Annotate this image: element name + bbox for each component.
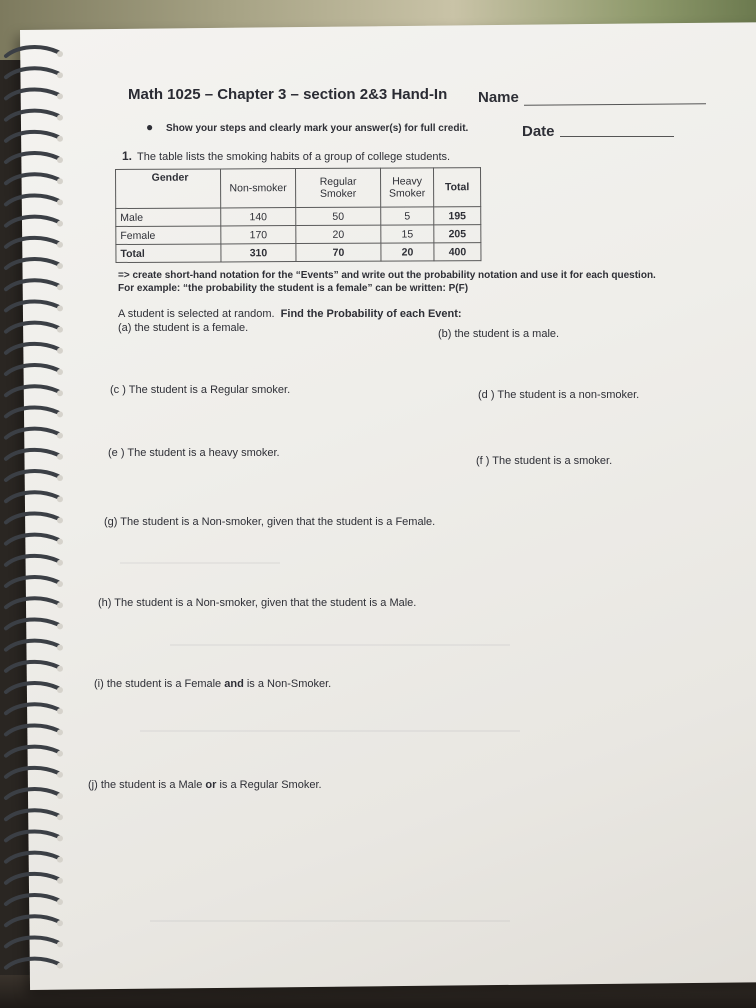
spiral-coil (6, 577, 58, 586)
name-label: Name (478, 89, 519, 106)
table-row (116, 243, 481, 263)
spiral-coil (6, 111, 58, 120)
spiral-hole (57, 263, 63, 269)
spiral-coil (6, 831, 58, 840)
instruction-text: Show your steps and clearly mark your answer(s) for full credit. (166, 123, 469, 134)
spiral-coil (6, 407, 58, 416)
random-selection-intro: A student is selected at random. Find the Probability of each Event: (118, 308, 462, 320)
spiral-coil (6, 747, 58, 756)
spiral-hole (57, 560, 63, 566)
erased-marks (150, 810, 510, 922)
header-regular-smoker: Regular Smoker (296, 168, 381, 207)
erased-marks (120, 538, 280, 564)
spiral-hole (57, 751, 63, 757)
header-heavy-smoker: Heavy Smoker (380, 168, 433, 207)
header-non-smoker: Non-smoker (221, 169, 296, 208)
question-h: (h) The student is a Non-smoker, given that the student is a Male. (98, 597, 417, 609)
spiral-coil (6, 365, 58, 374)
date-blank (560, 136, 674, 137)
spiral-hole (57, 814, 63, 820)
table-cell: 5 (381, 207, 434, 225)
spiral-hole (57, 369, 63, 375)
smoking-table (115, 167, 481, 263)
spiral-coil (6, 535, 58, 544)
problem-number: 1. (122, 149, 133, 163)
spiral-hole (57, 115, 63, 121)
spiral-coil (6, 89, 58, 98)
spiral-hole (57, 157, 63, 163)
table-cell: 400 (434, 243, 481, 261)
table-cell: 70 (296, 243, 381, 261)
spiral-hole (57, 433, 63, 439)
spiral-hole (57, 136, 63, 142)
spiral-hole (57, 941, 63, 947)
spiral-hole (57, 666, 63, 672)
table-cell: 310 (221, 244, 296, 262)
question-b: (b) the student is a male. (438, 328, 560, 340)
spiral-hole (57, 199, 63, 205)
events-note-line1: => create short-hand notation for the “Events” and write out the probability notation and use it for each question. (118, 270, 656, 281)
spiral-hole (57, 284, 63, 290)
spiral-coil (6, 471, 58, 480)
spiral-coil (6, 874, 58, 883)
spiral-hole (57, 857, 63, 863)
spiral-coil (6, 704, 58, 713)
date-label: Date (522, 123, 555, 140)
spiral-hole (57, 475, 63, 481)
spiral-coil (6, 768, 58, 777)
problem-statement (122, 149, 450, 163)
spiral-hole (57, 51, 63, 57)
spiral-hole (57, 772, 63, 778)
spiral-coil (6, 556, 58, 565)
spiral-hole (57, 878, 63, 884)
header-gender: Gender (116, 169, 221, 209)
spiral-hole (57, 411, 63, 417)
table-cell: 20 (381, 243, 434, 261)
spiral-coil (6, 662, 58, 671)
spiral-hole (57, 581, 63, 587)
spiral-coil (6, 683, 58, 692)
table-cell: 15 (381, 225, 434, 243)
spiral-coil (6, 853, 58, 862)
question-j: (j) the student is a Male or is a Regular Smoker. (88, 779, 322, 791)
question-f: (f ) The student is a smoker. (476, 455, 613, 467)
spiral-hole (57, 687, 63, 693)
spiral-coil (6, 810, 58, 819)
spiral-hole (57, 348, 63, 354)
spiral-coil (6, 937, 58, 946)
spiral-hole (57, 178, 63, 184)
spiral-hole (57, 221, 63, 227)
erased-marks (140, 700, 520, 732)
spiral-hole (57, 93, 63, 99)
spiral-coil (6, 68, 58, 77)
spiral-coil (6, 895, 58, 904)
spiral-coil (6, 619, 58, 628)
header-total: Total (433, 168, 480, 207)
question-e: (e ) The student is a heavy smoker. (108, 447, 280, 459)
spiral-hole (57, 623, 63, 629)
problem-text: The table lists the smoking habits of a group of college students. (137, 151, 451, 163)
spiral-coil (6, 323, 58, 332)
table-cell: 170 (221, 226, 296, 244)
spiral-coil (6, 301, 58, 310)
spiral-hole (57, 645, 63, 651)
question-d: (d ) The student is a non-smoker. (478, 389, 640, 401)
erased-marks (170, 618, 510, 646)
spiral-hole (57, 517, 63, 523)
spiral-hole (57, 602, 63, 608)
spiral-hole (57, 920, 63, 926)
spiral-coil (6, 598, 58, 607)
spiral-coil (6, 259, 58, 268)
spiral-hole (57, 305, 63, 311)
spiral-coil (6, 132, 58, 141)
spiral-coil (6, 386, 58, 395)
spiral-hole (57, 327, 63, 333)
spiral-hole (57, 793, 63, 799)
spiral-coil (6, 916, 58, 925)
spiral-coil (6, 725, 58, 734)
question-c: (c ) The student is a Regular smoker. (110, 384, 291, 396)
spiral-coil (6, 429, 58, 438)
question-i: (i) the student is a Female and is a Non-Smoker. (94, 678, 332, 690)
spiral-coil (6, 153, 58, 162)
spiral-hole (57, 899, 63, 905)
spiral-hole (57, 539, 63, 545)
question-g: (g) The student is a Non-smoker, given that the student is a Female. (104, 516, 436, 528)
table-cell: 205 (434, 225, 481, 243)
spiral-hole (57, 708, 63, 714)
row-label: Female (116, 226, 221, 245)
table-row (116, 225, 481, 245)
table-cell: 195 (434, 207, 481, 225)
spiral-coil (6, 280, 58, 289)
spiral-hole (57, 242, 63, 248)
table-cell: 20 (296, 225, 381, 243)
spiral-coil (6, 492, 58, 501)
spiral-coil (6, 513, 58, 522)
spiral-coil (6, 641, 58, 650)
table-cell: 50 (296, 207, 381, 225)
spiral-coil (6, 217, 58, 226)
spiral-hole (57, 496, 63, 502)
spiral-hole (57, 963, 63, 969)
row-label: Total (116, 244, 221, 263)
worksheet-title: Math 1025 – Chapter 3 – section 2&3 Hand-In (128, 86, 448, 103)
spiral-hole (57, 390, 63, 396)
spiral-coil (6, 174, 58, 183)
spiral-hole (57, 729, 63, 735)
spiral-coil (6, 789, 58, 798)
spiral-coil (6, 238, 58, 247)
spiral-coil (6, 344, 58, 353)
spiral-hole (57, 835, 63, 841)
row-label: Male (116, 208, 221, 227)
spiral-coil (6, 959, 58, 968)
table-row (116, 207, 481, 227)
spiral-binding-icon (0, 40, 70, 980)
spiral-coil (6, 47, 58, 56)
spiral-coil (6, 195, 58, 204)
question-a: (a) the student is a female. (118, 322, 249, 334)
table-cell: 140 (221, 208, 296, 226)
spiral-hole (57, 72, 63, 78)
bullet-icon: ● (146, 120, 154, 134)
events-note-line2: For example: “the probability the student is a female” can be written: P(F) (118, 283, 469, 294)
spiral-coil (6, 450, 58, 459)
spiral-hole (57, 454, 63, 460)
table-header-row (116, 168, 481, 209)
